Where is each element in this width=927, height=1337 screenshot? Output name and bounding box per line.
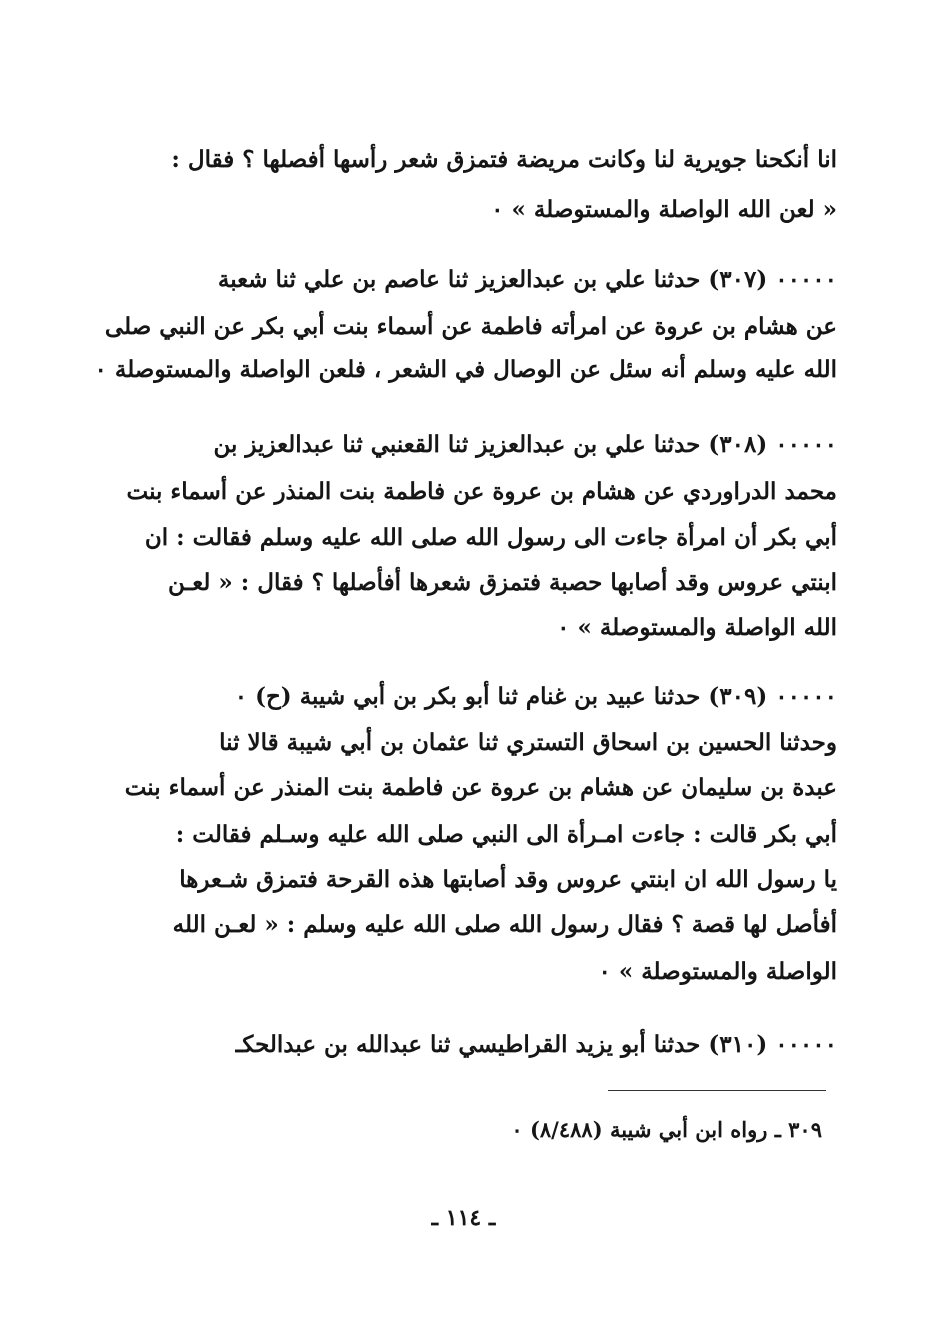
page-number: ـ ١١٤ ـ [431, 1205, 496, 1231]
text-line: ابنتي عروس وقد أصابها حصبة فتمزق شعرها أفأصلها ؟ فقال : « لعـن [168, 569, 837, 596]
text-line: وحدثنا الحسين بن اسحاق التستري ثنا عثمان بن أبي شيبة قالا ثنا [219, 729, 837, 756]
text-line: الواصلة والمستوصلة » ٠ [598, 958, 837, 985]
text-line: يا رسول الله ان ابنتي عروس وقد أصابتها هذه القرحة فتمزق شـعرها [179, 866, 837, 893]
text-line: ٠٠٠٠٠ (٣٠٨) حدثنا علي بن عبدالعزيز ثنا القعنبي ثنا عبدالعزيز بن [213, 431, 837, 458]
text-line: محمد الدراوردي عن هشام بن عروة عن فاطمة بنت المنذر عن أسماء بنت [126, 478, 837, 505]
text-line: انا أنكحنا جويرية لنا وكانت مريضة فتمزق شعر رأسها أفصلها ؟ فقال : [171, 146, 837, 173]
text-line: ٠٠٠٠٠ (٣٠٧) حدثنا علي بن عبدالعزيز ثنا عاصم بن علي ثنا شعبة [217, 266, 837, 293]
footnote: ٣٠٩ ـ رواه ابن أبي شيبة (٨/٤٨٨) ٠ [511, 1117, 822, 1142]
text-line: « لعن الله الواصلة والمستوصلة » ٠ [491, 196, 837, 223]
text-line: ٠٠٠٠٠ (٣٠٩) حدثنا عبيد بن غنام ثنا أبو بكر بن أبي شيبة (ح) ٠ [234, 683, 837, 710]
text-line: أفأصل لها قصة ؟ فقال رسول الله صلى الله عليه وسلم : « لعـن الله [172, 911, 837, 938]
text-line: ٠٠٠٠٠ (٣١٠) حدثنا أبو يزيد القراطيسي ثنا عبدالله بن عبدالحكـ [235, 1031, 837, 1058]
text-line: الله الواصلة والمستوصلة » ٠ [557, 614, 837, 641]
text-line: أبي بكر قالت : جاءت امـرأة الى النبي صلى الله عليه وسـلم فقالت : [175, 821, 837, 848]
footnote-separator [608, 1090, 826, 1091]
text-line: الله عليه وسلم أنه سئل عن الوصال في الشعر ، فلعن الواصلة والمستوصلة ٠ [94, 356, 837, 383]
text-line: عن هشام بن عروة عن امرأته فاطمة عن أسماء بنت أبي بكر عن النبي صلى [104, 313, 837, 340]
text-line: أبي بكر أن امرأة جاءت الى رسول الله صلى الله عليه وسلم فقالت : ان [144, 524, 837, 551]
text-line: عبدة بن سليمان عن هشام بن عروة عن فاطمة بنت المنذر عن أسماء بنت [124, 774, 837, 801]
